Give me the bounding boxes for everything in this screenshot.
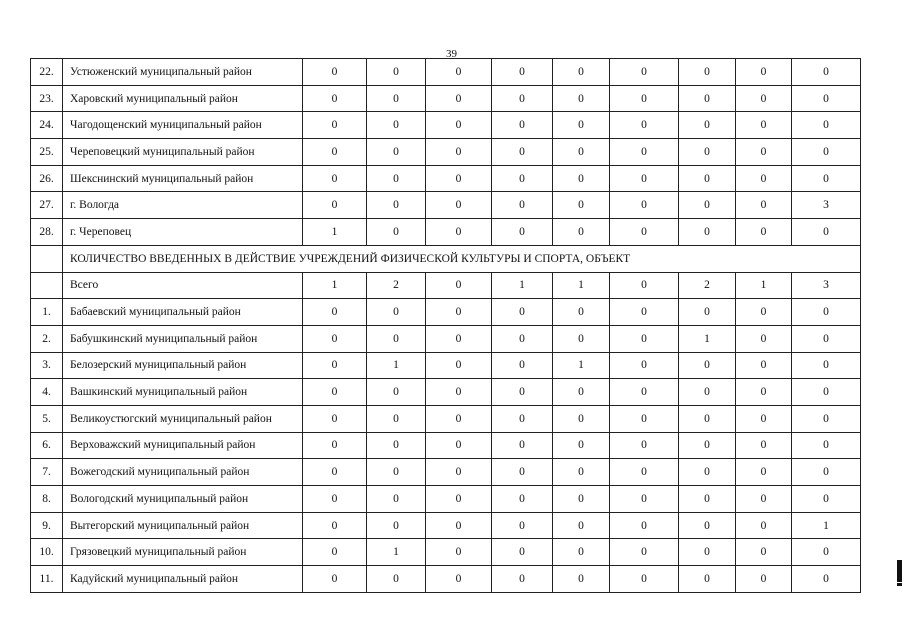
value-cell: 0 — [492, 139, 553, 166]
value-cell: 0 — [367, 165, 426, 192]
value-cell: 0 — [426, 272, 492, 299]
section-header-row — [31, 245, 861, 272]
value-cell: 0 — [492, 112, 553, 139]
value-cell: 0 — [553, 325, 610, 352]
value-cell: 0 — [492, 405, 553, 432]
value-cell: 0 — [736, 352, 792, 379]
value-cell: 0 — [553, 299, 610, 326]
value-cell: 0 — [679, 139, 736, 166]
value-cell: 0 — [792, 405, 861, 432]
value-cell: 0 — [426, 352, 492, 379]
value-cell: 0 — [492, 165, 553, 192]
row-number: 9. — [31, 512, 63, 539]
value-cell: 1 — [553, 272, 610, 299]
value-cell: 0 — [610, 352, 679, 379]
value-cell: 0 — [679, 192, 736, 219]
statistics-table — [30, 58, 861, 593]
value-cell: 3 — [792, 272, 861, 299]
value-cell: 0 — [367, 85, 426, 112]
value-cell: 0 — [367, 219, 426, 246]
table-row — [31, 139, 861, 166]
value-cell: 0 — [792, 299, 861, 326]
value-cell: 0 — [736, 512, 792, 539]
value-cell: 0 — [736, 405, 792, 432]
table-row — [31, 59, 861, 86]
value-cell: 0 — [736, 486, 792, 513]
district-name: Чагодощенский муниципальный район — [63, 112, 303, 139]
value-cell: 0 — [553, 405, 610, 432]
value-cell: 0 — [679, 165, 736, 192]
value-cell: 0 — [610, 299, 679, 326]
value-cell: 0 — [303, 379, 367, 406]
value-cell: 0 — [610, 432, 679, 459]
value-cell: 0 — [736, 165, 792, 192]
value-cell: 0 — [553, 192, 610, 219]
district-name: Вожегодский муниципальный район — [63, 459, 303, 486]
district-name: Всего — [63, 272, 303, 299]
value-cell: 0 — [492, 352, 553, 379]
value-cell: 0 — [492, 432, 553, 459]
value-cell: 0 — [492, 192, 553, 219]
value-cell: 0 — [492, 219, 553, 246]
district-name: Устюженский муниципальный район — [63, 59, 303, 86]
value-cell: 0 — [679, 59, 736, 86]
value-cell: 0 — [679, 352, 736, 379]
value-cell: 0 — [553, 219, 610, 246]
value-cell: 0 — [736, 85, 792, 112]
district-name: Белозерский муниципальный район — [63, 352, 303, 379]
value-cell: 0 — [426, 325, 492, 352]
value-cell: 0 — [303, 325, 367, 352]
value-cell: 0 — [553, 486, 610, 513]
value-cell: 0 — [426, 539, 492, 566]
value-cell: 0 — [553, 139, 610, 166]
value-cell: 0 — [792, 486, 861, 513]
value-cell: 0 — [367, 139, 426, 166]
value-cell: 0 — [610, 459, 679, 486]
value-cell: 0 — [792, 59, 861, 86]
value-cell: 0 — [736, 59, 792, 86]
value-cell: 0 — [426, 566, 492, 593]
value-cell: 1 — [367, 352, 426, 379]
value-cell: 0 — [367, 325, 426, 352]
row-number: 4. — [31, 379, 63, 406]
row-number — [31, 272, 63, 299]
value-cell: 0 — [736, 432, 792, 459]
row-number: 1. — [31, 299, 63, 326]
value-cell: 0 — [679, 486, 736, 513]
value-cell: 0 — [792, 219, 861, 246]
value-cell: 0 — [553, 539, 610, 566]
table-row — [31, 566, 861, 593]
table-row — [31, 379, 861, 406]
value-cell: 0 — [553, 59, 610, 86]
scan-edge-mark — [897, 583, 902, 586]
value-cell: 0 — [792, 539, 861, 566]
value-cell: 0 — [553, 459, 610, 486]
table-row — [31, 405, 861, 432]
value-cell: 2 — [367, 272, 426, 299]
value-cell: 0 — [426, 165, 492, 192]
value-cell: 0 — [426, 405, 492, 432]
value-cell: 1 — [492, 272, 553, 299]
value-cell: 0 — [679, 379, 736, 406]
value-cell: 0 — [303, 299, 367, 326]
value-cell: 0 — [426, 85, 492, 112]
value-cell: 0 — [679, 112, 736, 139]
value-cell: 0 — [553, 432, 610, 459]
value-cell: 0 — [367, 405, 426, 432]
value-cell: 0 — [792, 352, 861, 379]
value-cell: 0 — [303, 139, 367, 166]
value-cell: 0 — [679, 539, 736, 566]
value-cell: 0 — [367, 112, 426, 139]
value-cell: 0 — [792, 165, 861, 192]
page-number: 39 — [446, 48, 457, 60]
value-cell: 0 — [492, 486, 553, 513]
value-cell: 0 — [736, 112, 792, 139]
row-number: 23. — [31, 85, 63, 112]
district-name: Великоустюгский муниципальный район — [63, 405, 303, 432]
district-name: Вытегорский муниципальный район — [63, 512, 303, 539]
value-cell: 0 — [610, 165, 679, 192]
value-cell: 0 — [426, 139, 492, 166]
row-number: 3. — [31, 352, 63, 379]
value-cell: 0 — [736, 566, 792, 593]
value-cell: 3 — [792, 192, 861, 219]
value-cell: 0 — [610, 539, 679, 566]
district-name: Грязовецкий муниципальный район — [63, 539, 303, 566]
row-number: 24. — [31, 112, 63, 139]
value-cell: 0 — [492, 85, 553, 112]
value-cell: 0 — [792, 379, 861, 406]
value-cell: 0 — [367, 512, 426, 539]
value-cell: 0 — [367, 566, 426, 593]
value-cell: 1 — [792, 512, 861, 539]
value-cell: 0 — [492, 566, 553, 593]
value-cell: 0 — [367, 299, 426, 326]
table-row — [31, 112, 861, 139]
value-cell: 0 — [367, 192, 426, 219]
district-name: Шекснинский муниципальный район — [63, 165, 303, 192]
value-cell: 0 — [367, 379, 426, 406]
value-cell: 0 — [303, 59, 367, 86]
row-number: 27. — [31, 192, 63, 219]
value-cell: 0 — [303, 352, 367, 379]
table-row — [31, 325, 861, 352]
value-cell: 0 — [679, 299, 736, 326]
value-cell: 0 — [792, 566, 861, 593]
value-cell: 1 — [679, 325, 736, 352]
row-number: 7. — [31, 459, 63, 486]
value-cell: 0 — [610, 219, 679, 246]
row-number: 28. — [31, 219, 63, 246]
value-cell: 0 — [426, 192, 492, 219]
row-number: 25. — [31, 139, 63, 166]
value-cell: 0 — [426, 112, 492, 139]
value-cell: 0 — [679, 405, 736, 432]
total-row — [31, 272, 861, 299]
value-cell: 0 — [792, 432, 861, 459]
value-cell: 0 — [553, 165, 610, 192]
value-cell: 0 — [492, 59, 553, 86]
row-number-empty — [31, 245, 63, 272]
scan-edge-mark — [897, 560, 902, 582]
district-name: Вологодский муниципальный район — [63, 486, 303, 513]
value-cell: 1 — [303, 272, 367, 299]
value-cell: 0 — [303, 112, 367, 139]
value-cell: 0 — [610, 272, 679, 299]
value-cell: 0 — [367, 459, 426, 486]
value-cell: 0 — [303, 165, 367, 192]
value-cell: 0 — [303, 405, 367, 432]
table-row — [31, 432, 861, 459]
value-cell: 0 — [610, 85, 679, 112]
value-cell: 0 — [303, 432, 367, 459]
value-cell: 0 — [303, 486, 367, 513]
table-row — [31, 219, 861, 246]
value-cell: 0 — [303, 85, 367, 112]
value-cell: 0 — [553, 566, 610, 593]
value-cell: 0 — [736, 299, 792, 326]
value-cell: 0 — [610, 566, 679, 593]
value-cell: 0 — [367, 59, 426, 86]
value-cell: 0 — [610, 192, 679, 219]
row-number: 5. — [31, 405, 63, 432]
value-cell: 0 — [426, 512, 492, 539]
table-row — [31, 539, 861, 566]
value-cell: 0 — [367, 432, 426, 459]
row-number: 6. — [31, 432, 63, 459]
value-cell: 0 — [792, 112, 861, 139]
value-cell: 0 — [303, 459, 367, 486]
value-cell: 0 — [736, 219, 792, 246]
table-row — [31, 459, 861, 486]
district-name: Бабаевский муниципальный район — [63, 299, 303, 326]
value-cell: 0 — [736, 325, 792, 352]
row-number: 26. — [31, 165, 63, 192]
value-cell: 0 — [426, 59, 492, 86]
value-cell: 0 — [367, 486, 426, 513]
district-name: г. Череповец — [63, 219, 303, 246]
value-cell: 0 — [610, 139, 679, 166]
district-name: г. Вологда — [63, 192, 303, 219]
value-cell: 0 — [792, 139, 861, 166]
value-cell: 0 — [426, 219, 492, 246]
table-row — [31, 85, 861, 112]
value-cell: 0 — [610, 486, 679, 513]
value-cell: 0 — [736, 539, 792, 566]
value-cell: 0 — [679, 512, 736, 539]
value-cell: 0 — [303, 539, 367, 566]
value-cell: 0 — [303, 566, 367, 593]
value-cell: 0 — [426, 459, 492, 486]
value-cell: 0 — [426, 299, 492, 326]
row-number: 8. — [31, 486, 63, 513]
value-cell: 0 — [792, 325, 861, 352]
value-cell: 0 — [736, 379, 792, 406]
value-cell: 0 — [610, 325, 679, 352]
value-cell: 0 — [303, 512, 367, 539]
row-number: 10. — [31, 539, 63, 566]
value-cell: 0 — [426, 379, 492, 406]
district-name: Кадуйский муниципальный район — [63, 566, 303, 593]
table-row — [31, 165, 861, 192]
district-name: Череповецкий муниципальный район — [63, 139, 303, 166]
value-cell: 0 — [492, 512, 553, 539]
value-cell: 0 — [426, 432, 492, 459]
value-cell: 0 — [492, 299, 553, 326]
table-row — [31, 299, 861, 326]
value-cell: 0 — [303, 192, 367, 219]
table-row — [31, 352, 861, 379]
table-row — [31, 486, 861, 513]
value-cell: 0 — [679, 219, 736, 246]
value-cell: 0 — [679, 566, 736, 593]
value-cell: 0 — [736, 192, 792, 219]
value-cell: 0 — [553, 379, 610, 406]
value-cell: 0 — [736, 459, 792, 486]
value-cell: 0 — [610, 512, 679, 539]
value-cell: 0 — [553, 512, 610, 539]
row-number: 22. — [31, 59, 63, 86]
value-cell: 0 — [610, 405, 679, 432]
value-cell: 0 — [679, 432, 736, 459]
district-name: Харовский муниципальный район — [63, 85, 303, 112]
value-cell: 1 — [367, 539, 426, 566]
value-cell: 0 — [679, 459, 736, 486]
value-cell: 0 — [679, 85, 736, 112]
value-cell: 0 — [553, 85, 610, 112]
table-row — [31, 192, 861, 219]
value-cell: 0 — [553, 112, 610, 139]
section-title: КОЛИЧЕСТВО ВВЕДЕННЫХ В ДЕЙСТВИЕ УЧРЕЖДЕНИЙ ФИЗИЧЕСКОЙ КУЛЬТУРЫ И СПОРТА, ОБЪЕКТ — [63, 245, 861, 272]
row-number: 2. — [31, 325, 63, 352]
row-number: 11. — [31, 566, 63, 593]
value-cell: 0 — [736, 139, 792, 166]
value-cell: 1 — [736, 272, 792, 299]
value-cell: 0 — [610, 379, 679, 406]
value-cell: 0 — [610, 59, 679, 86]
district-name: Вашкинский муниципальный район — [63, 379, 303, 406]
value-cell: 1 — [303, 219, 367, 246]
value-cell: 0 — [610, 112, 679, 139]
district-name: Бабушкинский муниципальный район — [63, 325, 303, 352]
value-cell: 2 — [679, 272, 736, 299]
table-row — [31, 512, 861, 539]
value-cell: 0 — [492, 325, 553, 352]
value-cell: 0 — [426, 486, 492, 513]
value-cell: 1 — [553, 352, 610, 379]
district-name: Верховажский муниципальный район — [63, 432, 303, 459]
value-cell: 0 — [792, 459, 861, 486]
value-cell: 0 — [492, 539, 553, 566]
value-cell: 0 — [792, 85, 861, 112]
value-cell: 0 — [492, 459, 553, 486]
value-cell: 0 — [492, 379, 553, 406]
